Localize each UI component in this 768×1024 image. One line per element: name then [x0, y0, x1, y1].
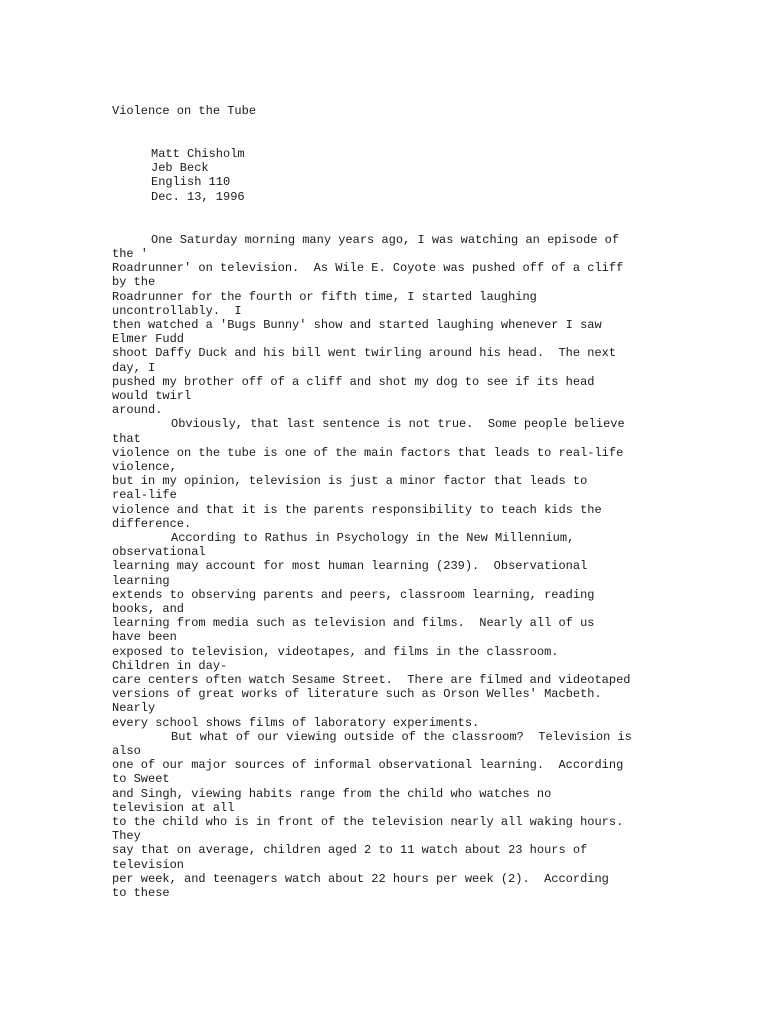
body-line: One Saturday morning many years ago, I was watching an episode of [151, 233, 620, 247]
body-line: to the child who is in front of the television nearly all waking hours. [112, 815, 624, 829]
body-line: then watched a 'Bugs Bunny' show and started laughing whenever I saw [112, 318, 602, 332]
body-line: say that on average, children aged 2 to 11 watch about 23 hours of [112, 843, 588, 857]
body-line: pushed my brother off of a cliff and shot my dog to see if its head [112, 375, 595, 389]
body-line: to Sweet [112, 772, 170, 786]
body-line: violence and that it is the parents responsibility to teach kids the [112, 503, 602, 517]
body-line: day, I [112, 361, 156, 375]
body-line: around. [112, 403, 163, 417]
body-line: the ' [112, 247, 149, 261]
body-line: exposed to television, videotapes, and films in the classroom. [112, 645, 559, 659]
body-line: uncontrollably. I [112, 304, 242, 318]
body-line: learning [112, 574, 170, 588]
body-line: to these [112, 886, 170, 900]
document-date: Dec. 13, 1996 [151, 190, 245, 204]
body-line: Children in day- [112, 659, 228, 673]
author-name: Matt Chisholm [151, 147, 245, 161]
body-line: Roadrunner for the fourth or fifth time, I started laughing [112, 290, 537, 304]
body-line: by the [112, 275, 156, 289]
body-line: books, and [112, 602, 185, 616]
body-line: Nearly [112, 701, 156, 715]
body-line: that [112, 432, 141, 446]
body-line: care centers often watch Sesame Street. There are filmed and videotaped [112, 673, 631, 687]
body-line: extends to observing parents and peers, classroom learning, reading [112, 588, 595, 602]
document-title: Violence on the Tube [112, 104, 257, 118]
instructor-name: Jeb Beck [151, 161, 209, 175]
body-line: one of our major sources of informal observational learning. According [112, 758, 624, 772]
body-line: real-life [112, 488, 177, 502]
body-line: difference. [112, 517, 192, 531]
course-name: English 110 [151, 175, 231, 189]
body-line: learning from media such as television and films. Nearly all of us [112, 616, 595, 630]
body-line: but in my opinion, television is just a minor factor that leads to [112, 474, 588, 488]
body-line: would twirl [112, 389, 192, 403]
body-line: Elmer Fudd [112, 332, 185, 346]
body-line: They [112, 829, 141, 843]
body-line: have been [112, 630, 177, 644]
body-line: violence, [112, 460, 177, 474]
body-line: per week, and teenagers watch about 22 hours per week (2). According [112, 872, 609, 886]
body-line: learning may account for most human learning (239). Observational [112, 559, 588, 573]
body-line: Obviously, that last sentence is not true. Some people believe [171, 417, 625, 431]
body-line: violence on the tube is one of the main factors that leads to real-life [112, 446, 624, 460]
body-line: versions of great works of literature such as Orson Welles' Macbeth. [112, 687, 602, 701]
body-line: shoot Daffy Duck and his bill went twirling around his head. The next [112, 346, 617, 360]
body-line: observational [112, 545, 206, 559]
body-line: But what of our viewing outside of the classroom? Television is [171, 730, 632, 744]
body-line: Roadrunner' on television. As Wile E. Coyote was pushed off of a cliff [112, 261, 624, 275]
body-line: and Singh, viewing habits range from the child who watches no [112, 787, 552, 801]
body-line: television [112, 858, 185, 872]
body-line: television at all [112, 801, 235, 815]
body-line: every school shows films of laboratory experiments. [112, 716, 480, 730]
body-line: also [112, 744, 141, 758]
body-line: According to Rathus in Psychology in the New Millennium, [171, 531, 575, 545]
